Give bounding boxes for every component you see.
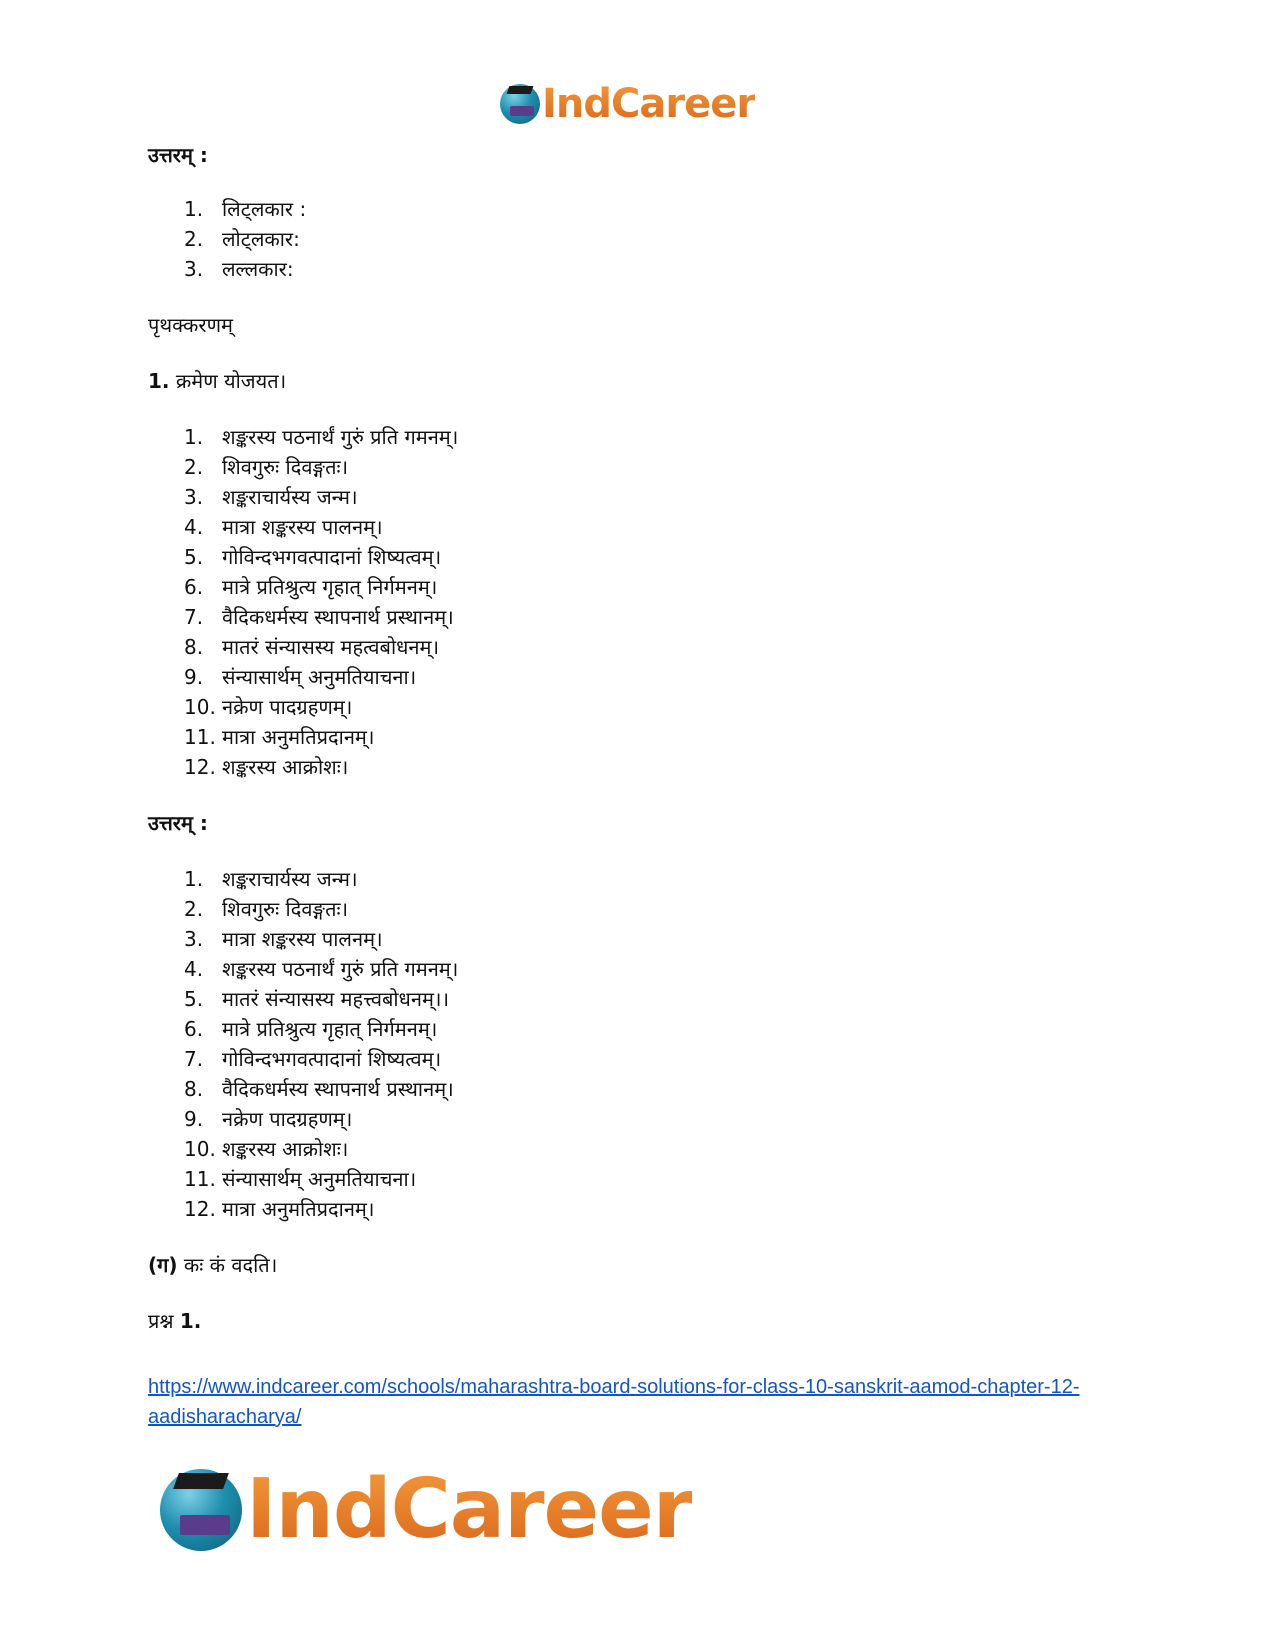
graduation-cap-icon	[173, 1473, 229, 1489]
list-item-number: 8.	[184, 635, 204, 659]
section-g-label: (ग)	[148, 1253, 178, 1277]
answer1-list	[148, 194, 1128, 284]
list-item	[184, 954, 1128, 984]
section-subheading: पृथक्करणम्	[148, 313, 233, 337]
list-item-number: 9.	[184, 1107, 204, 1131]
list-item-text: शङ्करस्य पठनार्थं गुरुं प्रति गमनम्।	[222, 425, 459, 449]
list-item-number: 1.	[184, 867, 204, 891]
list-item	[184, 512, 1128, 542]
list-item-text: लिट्लकार :	[222, 197, 307, 221]
list-item-number: 4.	[184, 957, 204, 981]
list-item	[184, 1194, 1128, 1224]
list-item-text: वैदिकधर्मस्य स्थापनार्थ प्रस्थानम्।	[222, 1077, 454, 1101]
answer-heading-2: उत्तरम् :	[148, 811, 208, 835]
globe-logo-icon	[160, 1469, 242, 1551]
list-item-number: 4.	[184, 515, 204, 539]
list-item-text: संन्यासार्थम् अनुमतियाचना।	[222, 1167, 417, 1191]
logo-text: IndCareer	[542, 81, 756, 127]
list-item-text: लल्लकार:	[222, 257, 294, 281]
list-item-text: शङ्कराचार्यस्य जन्म।	[222, 485, 358, 509]
list-item	[184, 224, 1128, 254]
graduation-cap-icon	[507, 86, 534, 94]
list-item-text: संन्यासार्थम् अनुमतियाचना।	[222, 665, 417, 689]
list-item-text: शिवगुरुः दिवङ्गतः।	[222, 897, 349, 921]
list-item-text: शङ्करस्य पठनार्थं गुरुं प्रति गमनम्।	[222, 957, 459, 981]
list-item	[184, 254, 1128, 284]
answer-heading-1: उत्तरम् :	[148, 143, 208, 167]
list-item-number: 6.	[184, 575, 204, 599]
list-item-text: मात्रा अनुमतिप्रदानम्।	[222, 1197, 375, 1221]
list-item-text: शङ्करस्य आक्रोशः।	[222, 755, 349, 779]
list-item-number: 11.	[184, 725, 216, 749]
list-item-number: 2.	[184, 455, 204, 479]
list-item	[184, 752, 1128, 782]
list-item	[184, 662, 1128, 692]
list-item	[184, 572, 1128, 602]
list-item-number: 10.	[184, 1137, 216, 1161]
list-item-text: नक्रेण पादग्रहणम्।	[222, 1107, 353, 1131]
question1-list	[148, 422, 1128, 782]
list-item	[184, 692, 1128, 722]
list-item-number: 3.	[184, 927, 204, 951]
list-item	[184, 1014, 1128, 1044]
list-item-number: 8.	[184, 1077, 204, 1101]
list-item-text: मात्रा शङ्करस्य पालनम्।	[222, 515, 383, 539]
list-item-text: शिवगुरुः दिवङ्गतः।	[222, 455, 349, 479]
footer-logo	[160, 1462, 692, 1558]
list-item	[184, 1164, 1128, 1194]
question-next-number: 1.	[179, 1309, 202, 1333]
question-1-number: 1.	[148, 369, 170, 393]
section-g	[148, 1250, 1128, 1280]
book-icon	[510, 106, 534, 116]
list-item	[184, 482, 1128, 512]
list-item-text: नक्रेण पादग्रहणम्।	[222, 695, 353, 719]
list-item	[184, 984, 1128, 1014]
list-item-number: 3.	[184, 257, 204, 281]
list-item-number: 11.	[184, 1167, 216, 1191]
question-next-label: प्रश्न	[148, 1309, 174, 1333]
list-item-text: मात्रे प्रतिश्रुत्य गृहात् निर्गमनम्।	[222, 1017, 438, 1041]
footer-logo-text: IndCareer	[246, 1462, 693, 1557]
question-next	[148, 1306, 1128, 1336]
list-item-number: 6.	[184, 1017, 204, 1041]
list-item	[184, 632, 1128, 662]
list-item	[184, 194, 1128, 224]
list-item-text: मात्रा अनुमतिप्रदानम्।	[222, 725, 375, 749]
list-item	[184, 1074, 1128, 1104]
list-item-number: 12.	[184, 755, 216, 779]
list-item-text: शङ्करस्य आक्रोशः।	[222, 1137, 349, 1161]
list-item-number: 10.	[184, 695, 216, 719]
list-item-number: 3.	[184, 485, 204, 509]
list-item-number: 2.	[184, 227, 204, 251]
list-item-number: 1.	[184, 197, 204, 221]
list-item-number: 7.	[184, 1047, 204, 1071]
list-item	[184, 1104, 1128, 1134]
list-item	[184, 722, 1128, 752]
list-item	[184, 924, 1128, 954]
list-item	[184, 1134, 1128, 1164]
list-item-number: 12.	[184, 1197, 216, 1221]
list-item-text: शङ्कराचार्यस्य जन्म।	[222, 867, 358, 891]
source-url-link[interactable]: https://www.indcareer.com/schools/maharashtra-board-solutions-for-class-10-sanskrit-aamod-chapter-12-aadisharacharya/	[148, 1376, 1080, 1428]
section-g-text: कः कं वदति।	[183, 1253, 278, 1277]
list-item	[184, 1044, 1128, 1074]
question-1-text: क्रमेण योजयत।	[175, 369, 287, 393]
globe-logo-icon	[500, 84, 540, 124]
list-item-number: 5.	[184, 987, 204, 1011]
list-item-text: वैदिकधर्मस्य स्थापनार्थ प्रस्थानम्।	[222, 605, 454, 629]
list-item	[184, 452, 1128, 482]
document-body	[148, 140, 1128, 1336]
list-item-number: 7.	[184, 605, 204, 629]
question-1	[148, 366, 1128, 396]
list-item-text: गोविन्दभगवत्पादानां शिष्यत्वम्।	[222, 545, 442, 569]
list-item-number: 2.	[184, 897, 204, 921]
book-icon	[180, 1515, 230, 1535]
list-item-number: 9.	[184, 665, 204, 689]
list-item	[184, 864, 1128, 894]
list-item	[184, 542, 1128, 572]
header-logo	[500, 80, 755, 128]
list-item-text: मात्रे प्रतिश्रुत्य गृहात् निर्गमनम्।	[222, 575, 438, 599]
list-item-text: मातरं संन्यासस्य महत्त्वबोधनम्।।	[222, 987, 450, 1011]
list-item	[184, 602, 1128, 632]
list-item-text: मात्रा शङ्करस्य पालनम्।	[222, 927, 383, 951]
list-item-text: मातरं संन्यासस्य महत्वबोधनम्।	[222, 635, 440, 659]
list-item	[184, 422, 1128, 452]
list-item-text: गोविन्दभगवत्पादानां शिष्यत्वम्।	[222, 1047, 442, 1071]
answer2-list	[148, 864, 1128, 1224]
list-item-number: 1.	[184, 425, 204, 449]
list-item-text: लोट्लकार:	[222, 227, 300, 251]
list-item	[184, 894, 1128, 924]
list-item-number: 5.	[184, 545, 204, 569]
